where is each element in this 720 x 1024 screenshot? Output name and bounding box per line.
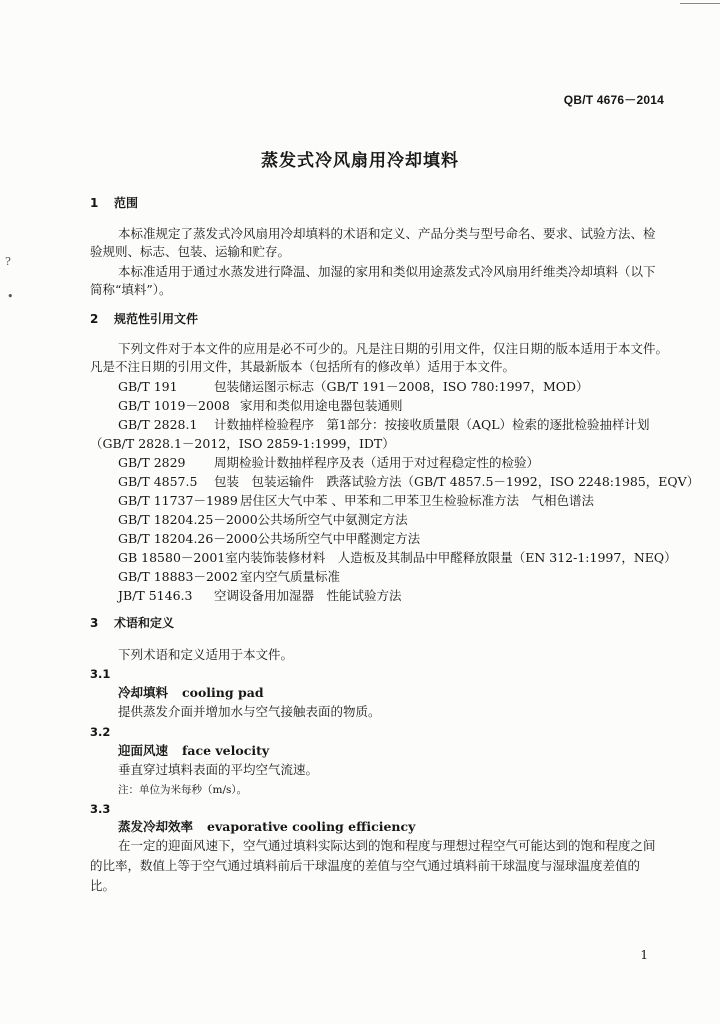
paragraph-line: 本标准适用于通过水蒸发进行降温、加湿的家用和类似用途蒸发式冷风扇用纤维类冷却填料（以下 — [118, 264, 656, 279]
ref-code: GB/T 2829 — [118, 455, 186, 470]
term-entry — [118, 684, 666, 702]
ref-code: GB/T 1019－2008 — [118, 398, 230, 413]
ref-title: 家用和类似用途电器包装通则 — [240, 398, 403, 413]
ref-title: 室内空气质量标准 — [240, 569, 341, 584]
ref-title: 包装储运图示标志（GB/T 191－2008，ISO 780:1997，MOD） — [214, 379, 589, 394]
ref-title: 包装 包装运输件 跌落试验方法（GB/T 4857.5－1992，ISO 2248:1985，EQV） — [214, 474, 700, 489]
paragraph-line: 本标准规定了蒸发式冷风扇用冷却填料的术语和定义、产品分类与型号命名、要求、试验方法、检 — [118, 226, 656, 241]
ref-code: JB/T 5146.3 — [118, 588, 193, 603]
term-note: 注：单位为米每秒（m/s）。 — [118, 784, 248, 796]
paragraph-line: 验规则、标志、包装、运输和贮存。 — [90, 244, 291, 259]
paragraph-line: 凡是不注日期的引用文件，其最新版本（包括所有的修改单）适用于本文件。 — [90, 359, 516, 374]
reference-item — [118, 549, 677, 567]
term-en: face velocity — [182, 743, 270, 758]
term-definition: 提供蒸发介面并增加水与空气接触表面的物质。 — [118, 704, 381, 719]
ref-code: GB/T 2828.1 — [118, 417, 198, 432]
ref-code: GB/T 18883－2002 — [118, 569, 238, 584]
term-definition: 比。 — [90, 878, 116, 893]
paragraph-line: 下列文件对于本文件的应用是必不可少的。凡是注日期的引用文件，仅注日期的版本适用于本文件。 — [118, 341, 669, 356]
ref-title: 公共场所空气中甲醛测定方法 — [257, 531, 421, 546]
term-entry — [118, 742, 666, 760]
ref-code: GB/T 18204.25－2000 — [118, 512, 258, 527]
scan-dot: • — [7, 290, 14, 303]
reference-item-continued — [90, 435, 666, 453]
ref-code: GB/T 4857.5 — [118, 474, 198, 489]
reference-item — [118, 587, 666, 605]
term-entry — [118, 818, 666, 836]
reference-item — [118, 492, 666, 510]
term-definition: 的比率，数值上等于空气通过填料前后干球温度的差值与空气通过填料前干球温度与湿球温度差值的 — [90, 858, 641, 873]
page-number: 1 — [640, 948, 648, 962]
term-en: evaporative cooling efficiency — [207, 819, 416, 834]
section-2-heading — [90, 310, 666, 328]
ref-title: 空调设备用加湿器 性能试验方法 — [214, 588, 402, 603]
scan-mark: ? — [5, 255, 11, 268]
section-number: 2 — [90, 312, 99, 326]
standard-code: QB/T 4676－2014 — [563, 93, 664, 107]
section-title: 范围 — [114, 196, 139, 210]
term-zh: 蒸发冷却效率 — [118, 819, 194, 834]
ref-title: 公共场所空气中氨测定方法 — [257, 512, 408, 527]
section-3-heading — [90, 614, 666, 632]
ref-code: GB/T 18204.26－2000 — [118, 531, 258, 546]
section-1-heading — [90, 194, 666, 212]
section-number: 3 — [90, 616, 99, 630]
ref-code: GB/T 11737－1989 — [118, 493, 238, 508]
reference-item — [118, 530, 666, 548]
term-zh: 迎面风速 — [118, 743, 169, 758]
ref-title: 居住区大气中苯 、甲苯和二甲苯卫生检验标准方法 气相色谱法 — [240, 493, 594, 508]
ref-title: 周期检验计数抽样程序及表（适用于对过程稳定性的检验） — [214, 455, 540, 470]
reference-item — [118, 378, 666, 396]
section-title: 术语和定义 — [114, 616, 175, 630]
ref-title: （GB/T 2828.1－2012，ISO 2859-1:1999，IDT） — [90, 436, 395, 451]
section-number: 1 — [90, 196, 99, 210]
scan-edge-line — [680, 3, 720, 4]
term-number: 3.2 — [90, 725, 111, 739]
term-definition: 在一定的迎面风速下，空气通过填料实际达到的饱和程度与理想过程空气可能达到的饱和程度之间 — [118, 838, 656, 853]
paragraph-line: 简称“填料”）。 — [90, 282, 172, 297]
ref-title: 计数抽样检验程序 第1部分：按接收质量限（AQL）检索的逐批检验抽样计划 — [214, 417, 650, 432]
section-title: 规范性引用文件 — [114, 312, 199, 326]
term-number: 3.1 — [90, 667, 111, 681]
reference-item — [118, 473, 700, 491]
reference-item — [118, 568, 666, 586]
paragraph-line: 下列术语和定义适用于本文件。 — [118, 647, 294, 662]
page-title: 蒸发式冷风扇用冷却填料 — [261, 151, 459, 171]
ref-title: 室内装饰装修材料 人造板及其制品中甲醛释放限量（EN 312-1:1997，NEQ） — [225, 550, 677, 565]
reference-item — [118, 511, 666, 529]
term-en: cooling pad — [182, 685, 264, 700]
term-number: 3.3 — [90, 802, 111, 816]
ref-code: GB 18580－2001 — [118, 550, 226, 565]
term-zh: 冷却填料 — [118, 685, 169, 700]
reference-item — [118, 397, 666, 415]
reference-item — [118, 454, 666, 472]
reference-item — [118, 416, 666, 434]
ref-code: GB/T 191 — [118, 379, 178, 394]
term-definition: 垂直穿过填料表面的平均空气流速。 — [118, 762, 319, 777]
